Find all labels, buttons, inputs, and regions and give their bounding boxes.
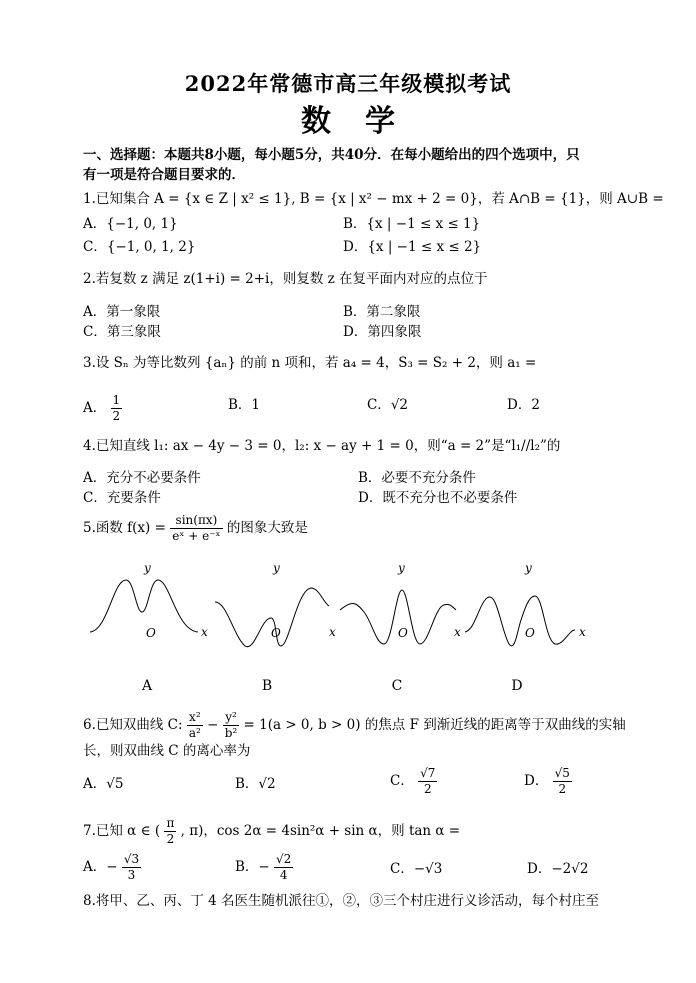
question-7-option-a-label: A．− — [83, 859, 118, 875]
graph-d-label: D — [511, 678, 523, 694]
question-6-option-d — [524, 766, 572, 797]
question-4-stem: 4.已知直线 l₁: ax − 4y − 3 = 0，l₂: x − ay + 1 = 0，则“a = 2”是“l₁//l₂”的 — [83, 438, 561, 454]
fraction-numerator: sin(πx) — [170, 513, 222, 529]
question-6-stem-line2: 长，则双曲线 C 的离心率为 — [83, 743, 251, 759]
question-6-option-d-label: D． — [524, 773, 549, 789]
fraction-numerator: √2 — [276, 852, 292, 866]
question-3-option-a-fraction — [111, 393, 123, 424]
graph-b-x-label: x — [329, 625, 336, 639]
fraction-denominator: eˣ + e⁻ˣ — [172, 529, 221, 543]
question-5-stem — [83, 513, 308, 544]
question-7-option-a — [83, 852, 141, 883]
exam-subject: 数学 — [301, 104, 429, 139]
graph-b — [213, 560, 338, 650]
graph-b-y-label: y — [273, 561, 280, 575]
question-7-stem-post: , π)，cos 2α = 4sin²α + sin α，则 tan α = — [180, 823, 461, 839]
fraction-denominator: 2 — [423, 782, 432, 796]
graph-c-y-label: y — [398, 561, 405, 575]
question-4-option-b: B．必要不充分条件 — [358, 470, 476, 486]
fraction-numerator: 1 — [112, 393, 121, 407]
fraction-numerator: y² — [223, 710, 240, 726]
question-2-stem: 2.若复数 z 满足 z(1+i) = 2+i，则复数 z 在复平面内对应的点位于 — [83, 271, 488, 287]
question-6-option-c-fraction — [418, 766, 437, 797]
question-1-option-b: B．{x | −1 ≤ x ≤ 1} — [343, 216, 481, 232]
question-5-stem-post: 的图象大致是 — [226, 520, 308, 536]
exam-title: 2022年常德市高三年级模拟考试 — [184, 71, 512, 96]
graph-d-y-label: y — [525, 561, 532, 575]
question-6-minus: − — [207, 717, 219, 733]
section-heading-2: 有一项是符合题目要求的． — [83, 167, 245, 183]
section-heading-1: 一、选择题：本题共8小题，每小题5分，共40分．在每小题给出的四个选项中，只 — [83, 147, 580, 163]
graph-c-x-label: x — [454, 625, 461, 639]
graph-a — [88, 560, 213, 650]
question-3-option-c: C．√2 — [367, 397, 409, 413]
graph-d — [463, 560, 588, 650]
question-7-option-d: D．−2√2 — [527, 861, 589, 877]
question-4-option-d: D．既不充分也不必要条件 — [358, 490, 518, 506]
graph-b-origin: O — [271, 626, 281, 640]
question-1-option-c: C．{−1, 0, 1, 2} — [83, 239, 196, 255]
question-3-option-a-label: A． — [83, 400, 107, 416]
fraction-denominator: b² — [224, 726, 238, 740]
graph-a-origin: O — [146, 626, 156, 640]
question-2-option-a: A．第一象限 — [83, 304, 161, 320]
question-5-stem-pre: 5.函数 f(x) = — [83, 520, 166, 536]
question-4-option-c: C．充要条件 — [83, 490, 161, 506]
question-7-option-b — [235, 852, 293, 883]
fraction-numerator: √7 — [420, 766, 436, 780]
fraction-numerator: √3 — [123, 852, 140, 866]
question-2-option-d: D．第四象限 — [343, 324, 422, 340]
graph-d-origin: O — [525, 626, 535, 640]
question-7-fraction — [164, 816, 176, 847]
question-4-option-a: A．充分不必要条件 — [83, 470, 201, 486]
graph-c-label: C — [391, 678, 403, 694]
fraction-denominator: 4 — [279, 868, 288, 882]
question-2-option-c: C．第三象限 — [83, 324, 161, 340]
question-7-stem — [83, 816, 460, 847]
fraction-denominator: 2 — [166, 832, 175, 846]
question-1-stem: 1.已知集合 A = {x ∈ Z | x² ≤ 1}, B = {x | x² − mx + 2 = 0}，若 A∩B = {1}，则 A∪B = — [83, 191, 664, 207]
fraction-numerator: √5 — [554, 766, 570, 780]
question-6-option-c — [390, 766, 437, 797]
question-7-option-a-fraction — [122, 852, 141, 883]
fraction-denominator: 2 — [112, 409, 121, 423]
question-7-option-b-label: B．− — [235, 859, 270, 875]
question-3-option-a — [83, 393, 122, 424]
graph-c — [338, 560, 463, 650]
question-1-option-d: D．{x | −1 ≤ x ≤ 2} — [343, 239, 482, 255]
question-6-stem-pre: 6.已知双曲线 C: — [83, 717, 183, 733]
question-6-option-d-fraction — [553, 766, 572, 797]
fraction-denominator: a² — [188, 726, 201, 740]
fraction-numerator: π — [166, 816, 175, 830]
question-1-option-a: A．{−1, 0, 1} — [83, 216, 178, 232]
question-6-option-b: B．√2 — [235, 776, 276, 792]
question-6-option-a: A．√5 — [83, 776, 124, 792]
question-5-function-fraction — [170, 513, 222, 544]
fraction-denominator: 2 — [558, 782, 567, 796]
question-6-option-c-label: C． — [390, 773, 414, 789]
fraction-numerator: x² — [187, 710, 203, 726]
question-6-fraction-y — [223, 710, 240, 741]
question-3-option-d: D．2 — [507, 397, 540, 413]
question-3-stem: 3.设 Sₙ 为等比数列 {aₙ} 的前 n 项和，若 a₄ = 4，S₃ = S₂ + 2，则 a₁ = — [83, 355, 537, 371]
graph-a-y-label: y — [144, 561, 151, 575]
question-7-option-b-fraction — [274, 852, 293, 883]
question-2-option-b: B．第二象限 — [343, 304, 421, 320]
graph-a-label: A — [141, 678, 153, 694]
question-6-stem-post: = 1(a > 0, b > 0) 的焦点 F 到渐近线的距离等于双曲线的实轴 — [243, 717, 626, 733]
question-3-option-b: B．1 — [228, 397, 261, 413]
fraction-denominator: 3 — [127, 868, 136, 882]
question-6-fraction-x — [187, 710, 203, 741]
graph-c-origin: O — [398, 626, 408, 640]
question-7-option-c: C．−√3 — [390, 861, 443, 877]
graph-b-label: B — [261, 678, 273, 694]
graph-d-x-label: x — [579, 625, 586, 639]
question-7-stem-pre: 7.已知 α ∈ ( — [83, 823, 161, 839]
question-6-stem — [83, 710, 626, 741]
graph-a-x-label: x — [201, 625, 208, 639]
question-8-stem: 8.将甲、乙、丙、丁 4 名医生随机派往①，②，③三个村庄进行义诊活动，每个村庄至 — [83, 893, 600, 909]
